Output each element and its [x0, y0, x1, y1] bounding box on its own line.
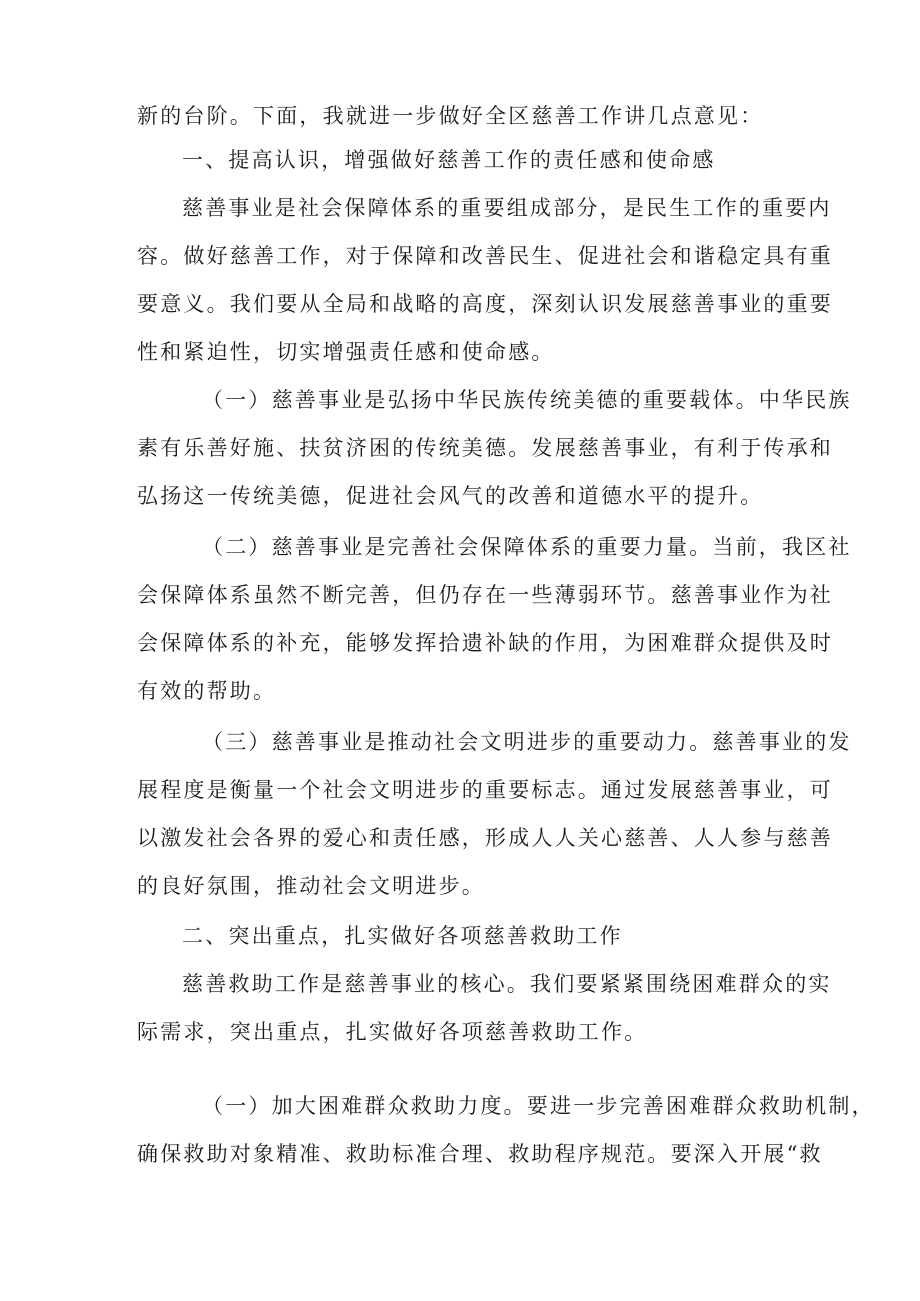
- text-line: 要意义。我们要从全局和战略的高度，深刻认识发展慈善事业的重要: [137, 292, 833, 316]
- text-line: 素有乐善好施、扶贫济困的传统美德。发展慈善事业，有利于传承和: [137, 436, 833, 460]
- text-line: 以激发社会各界的爱心和责任感，形成人人关心慈善、人人参与慈善: [137, 826, 833, 850]
- text-line: 展程度是衡量一个社会文明进步的重要标志。通过发展慈善事业，可: [137, 778, 833, 802]
- text-line: 新的台阶。下面，我就进一步做好全区慈善工作讲几点意见：: [137, 104, 764, 128]
- text-line: 的良好氛围，推动社会文明进步。: [137, 874, 485, 898]
- text-line: 际需求，突出重点，扎实做好各项慈善救助工作。: [137, 1020, 648, 1044]
- subsection-line: （二）慈善事业是完善社会保障体系的重要力量。当前，我区社: [202, 535, 852, 559]
- section-heading-1: 一、提高认识，增强做好慈善工作的责任感和使命感: [182, 148, 716, 172]
- section-heading-2: 二、突出重点，扎实做好各项慈善救助工作: [182, 924, 623, 948]
- text-line: 有效的帮助。: [137, 679, 277, 703]
- text-line: 会保障体系虽然不断完善，但仍存在一些薄弱环节。慈善事业作为社: [137, 583, 833, 607]
- text-line: 容。做好慈善工作，对于保障和改善民生、促进社会和谐稳定具有重: [137, 244, 833, 268]
- text-line: 确保救助对象精准、救助标准合理、救助程序规范。要深入开展“救: [137, 1142, 823, 1166]
- text-line: 慈善救助工作是慈善事业的核心。我们要紧紧围绕困难群众的实: [182, 972, 832, 996]
- text-line: 弘扬这一传统美德，促进社会风气的改善和道德水平的提升。: [137, 484, 764, 508]
- subsection-line: （一）加大困难群众救助力度。要进一步完善困难群众救助机制，: [202, 1094, 875, 1118]
- text-line: 会保障体系的补充，能够发挥拾遗补缺的作用，为困难群众提供及时: [137, 631, 833, 655]
- text-line: 性和紧迫性，切实增强责任感和使命感。: [137, 340, 555, 364]
- text-line: 慈善事业是社会保障体系的重要组成部分，是民生工作的重要内: [182, 196, 832, 220]
- subsection-line: （一）慈善事业是弘扬中华民族传统美德的重要载体。中华民族: [202, 388, 852, 412]
- subsection-line: （三）慈善事业是推动社会文明进步的重要动力。慈善事业的发: [202, 730, 852, 754]
